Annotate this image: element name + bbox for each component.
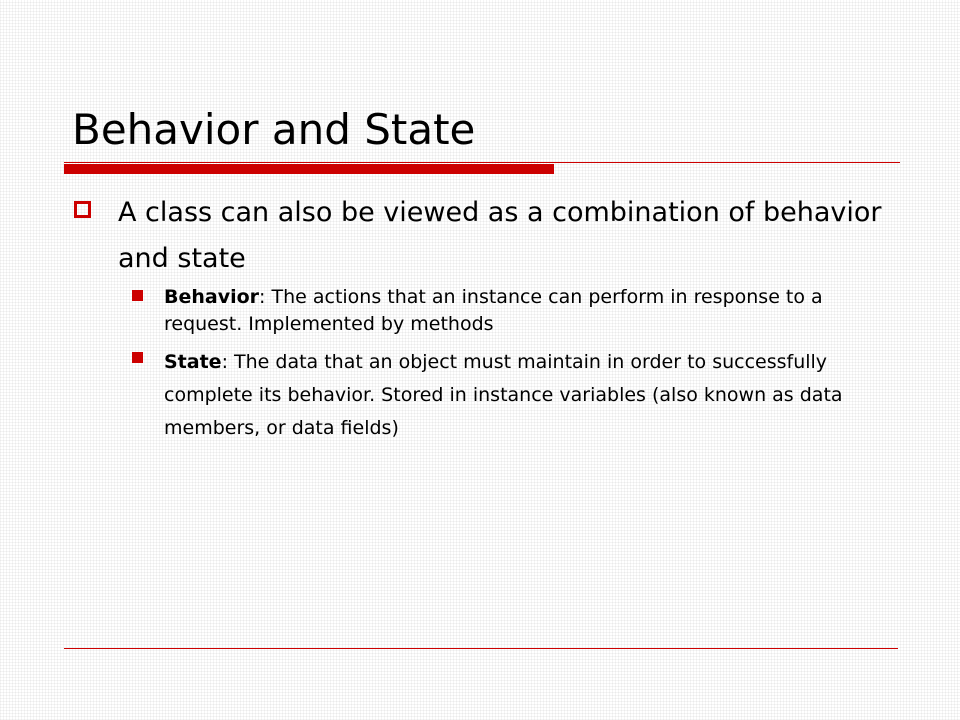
slide-title: Behavior and State (72, 105, 476, 154)
sub-bullet-state (164, 346, 884, 445)
title-underline-thin (64, 162, 900, 163)
main-bullet-text: A class can also be viewed as a combination of behavior and state (118, 197, 882, 274)
sub-bullet-term: Behavior (164, 286, 260, 308)
filled-square-bullet-icon (132, 352, 143, 363)
title-underline-thick (64, 164, 554, 174)
footer-divider (64, 648, 898, 649)
sub-bullet-text: : The actions that an instance can perform in response to a request. Implemented by methods (164, 286, 823, 335)
hollow-square-bullet-icon (74, 201, 91, 218)
sub-bullet-behavior (164, 284, 884, 338)
filled-square-bullet-icon (132, 290, 143, 301)
sub-bullet-text: : The data that an object must maintain in order to successfully complete its behavior. Stored in instance variables (also known as data members, or data fields) (164, 351, 843, 439)
sub-bullet-term: State (164, 351, 222, 373)
